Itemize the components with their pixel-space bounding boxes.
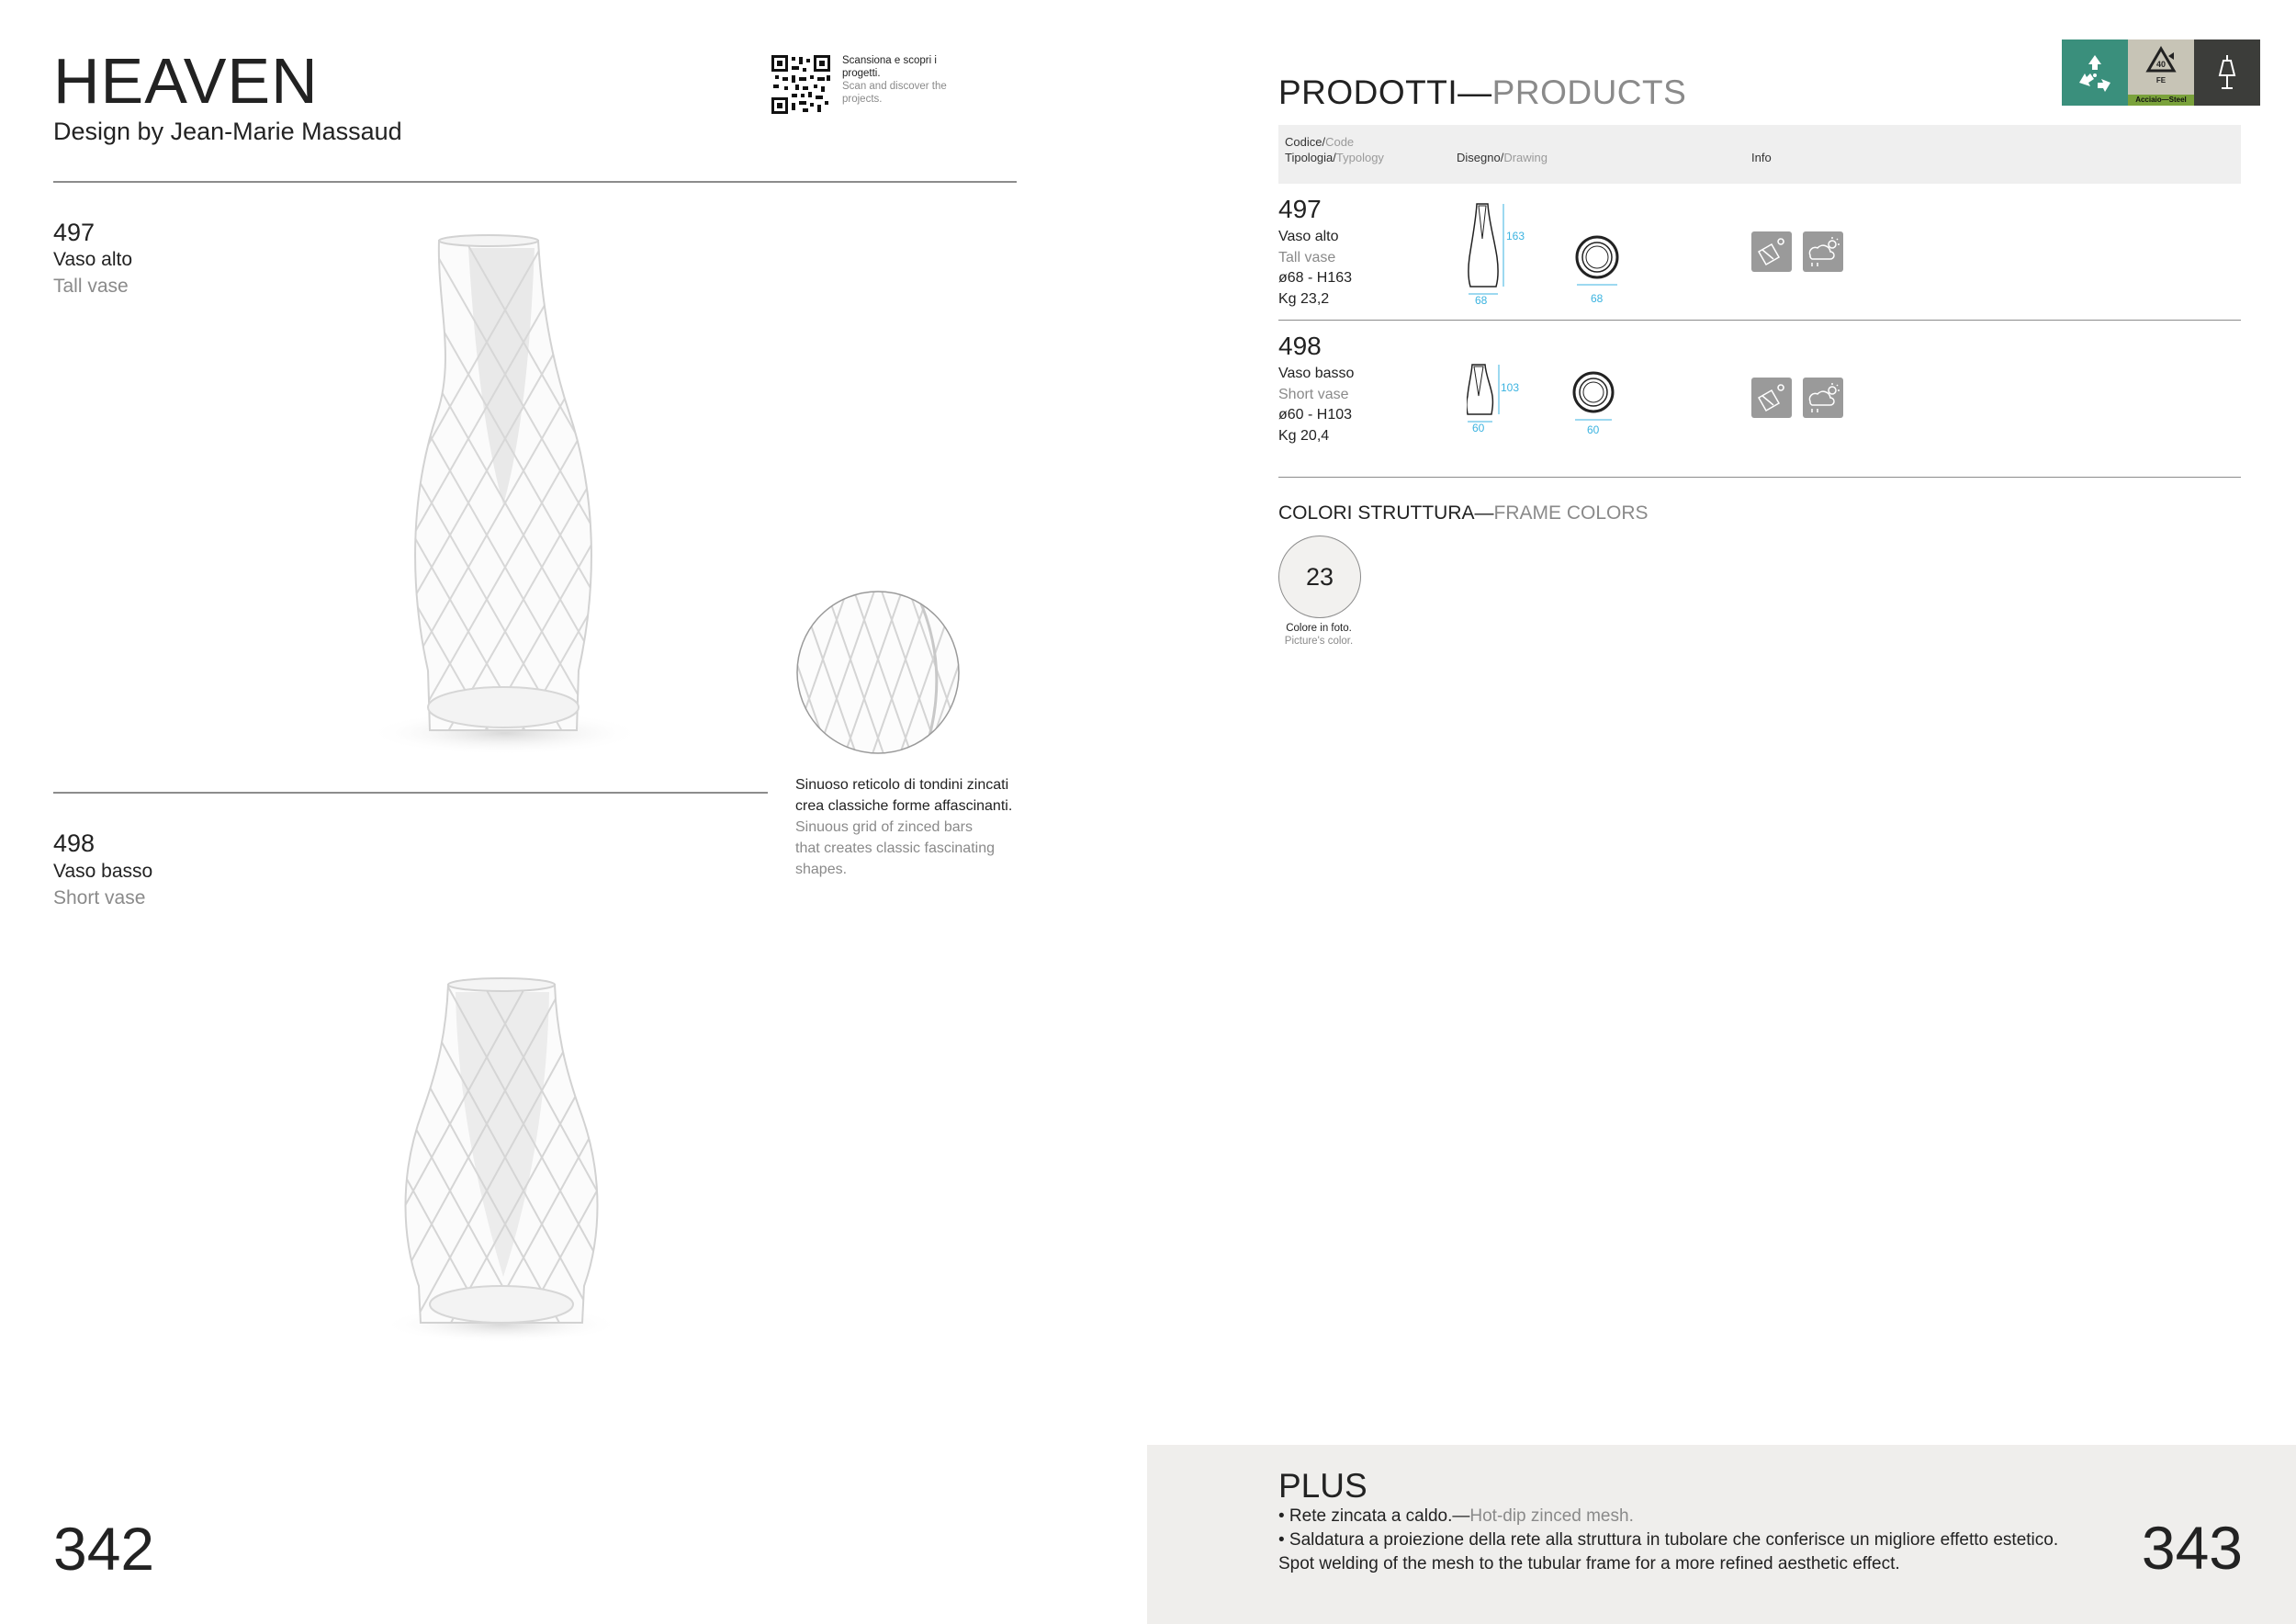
- recycle-icon: [2062, 39, 2128, 106]
- row-code: 498: [1278, 332, 1322, 360]
- table-bottom-divider: [1278, 477, 2241, 478]
- plus-bullet-1-it: • Rete zincata a caldo.—: [1278, 1506, 1470, 1526]
- mesh-detail-image: [795, 590, 961, 755]
- item-498-name-en: Short vase: [53, 887, 146, 908]
- plus-bullet-1: [1278, 1505, 1634, 1528]
- plus-bullet-2-it: • Saldatura a proiezione della rete alla struttura in tubolare che conferisce un migliore effetto estetico.: [1278, 1530, 2059, 1550]
- tall-vase-image: [331, 230, 680, 753]
- th-info: Info: [1751, 151, 1772, 164]
- zinc-coated-icon: [1751, 378, 1792, 418]
- mesh-description-it-2: crea classiche forme affascinanti.: [795, 798, 1013, 814]
- steel-code-label: FE: [2155, 76, 2167, 85]
- product-title: HEAVEN: [53, 45, 319, 117]
- mesh-description: [795, 774, 1034, 880]
- steel-recycling-icon: [2128, 39, 2194, 106]
- row-name-en: Tall vase: [1278, 250, 1336, 265]
- plus-bullet-1-en: Hot-dip zinced mesh.: [1469, 1506, 1634, 1526]
- dim-width: 60: [1472, 422, 1485, 434]
- drawing-side-tall: [1467, 202, 1540, 307]
- table-row: [1278, 330, 2241, 455]
- frame-colors-sep: —: [1474, 502, 1494, 524]
- outdoor-lamp-icon: [2194, 39, 2260, 106]
- products-heading: [1278, 73, 1686, 112]
- steel-label: Acciaio—Steel: [2128, 95, 2194, 106]
- certification-badges: [2062, 39, 2296, 106]
- frame-colors-it: COLORI STRUTTURA: [1278, 502, 1475, 524]
- item-497-code: 497: [53, 219, 96, 246]
- row-name-en: Short vase: [1278, 387, 1349, 402]
- short-vase-image: [367, 974, 643, 1341]
- qr-caption: [842, 54, 952, 106]
- th-typology-it: Tipologia/: [1285, 151, 1336, 164]
- row-weight: Kg 20,4: [1278, 428, 1330, 444]
- products-heading-sep: —: [1458, 73, 1492, 111]
- plus-panel: [1147, 1445, 2296, 1624]
- designer-credit: Design by Jean-Marie Massaud: [53, 118, 402, 145]
- color-swatch-23[interactable]: [1278, 536, 1361, 618]
- row-code: 497: [1278, 195, 1322, 223]
- th-code-it: Codice/: [1285, 135, 1326, 149]
- color-swatch-code: 23: [1305, 562, 1334, 591]
- weather-resistant-icon: [1803, 378, 1843, 418]
- th-typology: [1285, 151, 1384, 164]
- row-size: ø68 - H163: [1278, 270, 1353, 286]
- weather-resistant-icon: [1803, 231, 1843, 272]
- item-498-code: 498: [53, 829, 96, 857]
- row-weight: Kg 23,2: [1278, 291, 1330, 307]
- row-name-it: Vaso basso: [1278, 366, 1355, 381]
- steel-code-number: 40: [2155, 60, 2166, 69]
- dim-height: 103: [1501, 381, 1520, 394]
- qr-caption-en: Scan and discover the projects.: [842, 81, 947, 105]
- dim-diameter: 68: [1591, 292, 1604, 305]
- products-table-header: [1278, 125, 2241, 184]
- th-code: [1285, 135, 1354, 149]
- left-mid-divider: [53, 792, 768, 794]
- item-497-name-en: Tall vase: [53, 276, 129, 297]
- color-caption-it: Colore in foto.: [1286, 623, 1352, 634]
- th-typology-en: Typology: [1335, 151, 1384, 164]
- recycle-badge: [1143, 0, 1210, 66]
- mesh-description-en-1: Sinuous grid of zinced bars: [795, 819, 973, 835]
- th-drawing-en: Drawing: [1503, 151, 1548, 164]
- plus-title: PLUS: [1278, 1467, 1367, 1505]
- frame-colors-en: FRAME COLORS: [1493, 502, 1649, 524]
- color-swatch-caption: [1267, 622, 1370, 648]
- row-name-it: Vaso alto: [1278, 229, 1339, 244]
- row-size: ø60 - H103: [1278, 407, 1353, 423]
- qr-code-icon[interactable]: [771, 55, 830, 114]
- frame-colors-heading: [1278, 502, 1649, 524]
- item-498-name-it: Vaso basso: [53, 861, 153, 882]
- dim-height: 163: [1506, 230, 1525, 242]
- mesh-description-it-1: Sinuoso reticolo di tondini zincati: [795, 777, 1009, 793]
- color-caption-en: Picture's color.: [1284, 636, 1354, 647]
- table-row: [1278, 193, 2241, 318]
- th-drawing: [1457, 151, 1548, 164]
- left-header-divider: [53, 181, 1017, 183]
- mesh-description-en-2: that creates classic fascinating: [795, 840, 995, 856]
- products-heading-it: PRODOTTI: [1278, 73, 1458, 111]
- qr-caption-it: Scansiona e scopri i progetti.: [842, 55, 937, 79]
- plus-bullet-2-en: Spot welding of the mesh to the tubular frame for a more refined aesthetic effect.: [1278, 1554, 1900, 1573]
- page-number-right: 343: [2141, 1514, 2243, 1582]
- zinc-coated-icon: [1751, 231, 1792, 272]
- page-number-left: 342: [53, 1515, 155, 1583]
- th-drawing-it: Disegno/: [1457, 151, 1504, 164]
- drawing-top-tall: [1572, 235, 1627, 309]
- dim-width: 68: [1475, 294, 1488, 307]
- products-heading-en: PRODUCTS: [1491, 73, 1687, 111]
- th-code-en: Code: [1325, 135, 1355, 149]
- drawing-side-short: [1467, 363, 1540, 436]
- dim-diameter: 60: [1587, 423, 1600, 436]
- mesh-description-en-3: shapes.: [795, 862, 848, 877]
- drawing-top-short: [1572, 370, 1627, 444]
- row-divider-1: [1278, 320, 2241, 321]
- item-497-name-it: Vaso alto: [53, 249, 132, 270]
